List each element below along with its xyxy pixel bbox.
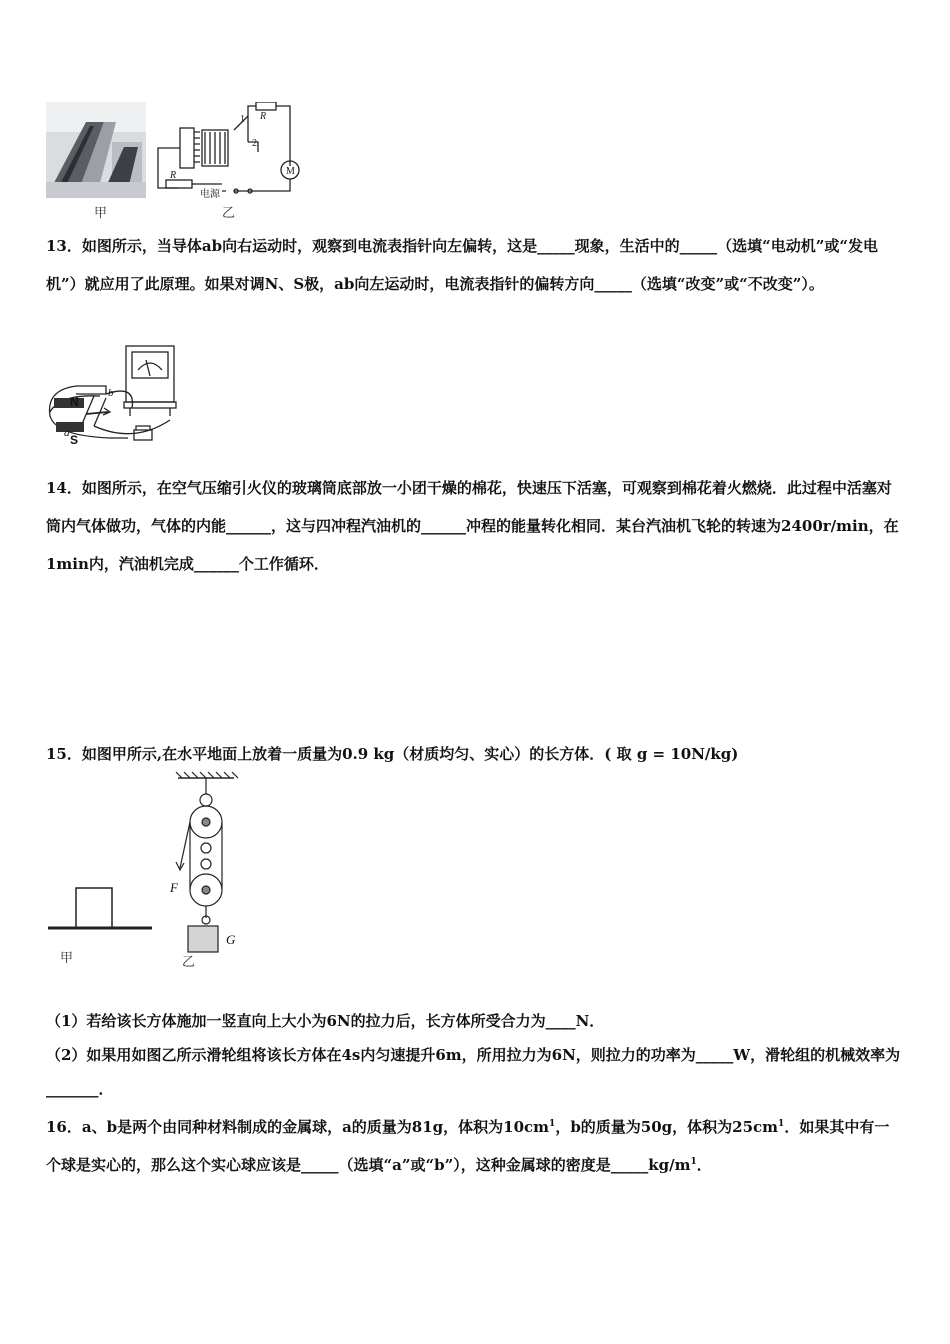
question-16-part-d: ． bbox=[696, 1156, 712, 1174]
question-16-part-c: ．如果其中有一个球是实心的，那么这个实心球应该是_____（选填“a”或“b”），这种金属球的密度是_____kg/m bbox=[46, 1118, 890, 1174]
figure-relay-circuit-label: 乙 bbox=[222, 206, 236, 221]
figure-escalator-label: 甲 bbox=[94, 206, 108, 221]
motor-label: M bbox=[286, 166, 295, 177]
question-16 bbox=[46, 1108, 904, 1184]
figure-relay-circuit bbox=[150, 102, 300, 198]
question-15: 15．如图甲所示,在水平地面上放着一质量为0.9 kg（材质均匀、实心）的长方体．( 取 g = 10N/kg) bbox=[46, 745, 739, 763]
contact-2-label: 2 bbox=[252, 138, 257, 149]
magnet-north-label: N bbox=[70, 395, 79, 409]
force-f-label: F bbox=[170, 880, 178, 895]
magnet-south-label: S bbox=[70, 433, 79, 447]
figure-escalator-photo bbox=[46, 102, 146, 198]
weight-g-label: G bbox=[226, 932, 236, 947]
question-13: 13．如图所示，当导体ab向右运动时，观察到电流表指针向左偏转，这是_____现象，生活中的_____（选填“电动机”或“发电机”）就应用了此原理。如果对调N、S极，ab向左运动时，电流表指针的偏转方向_____（选填“改变”或“不改变”）。 bbox=[46, 237, 878, 293]
unit-exponent-2: 1 bbox=[778, 1119, 785, 1129]
figure-electromagnetic-induction bbox=[46, 344, 196, 452]
figure-pulley-system bbox=[160, 772, 260, 972]
question-15-part-1: （1）若给该长方体施加一竖直向上大小为6N的拉力后，长方体所受合力为____N． bbox=[46, 1012, 605, 1030]
resistor-r1-label: R bbox=[260, 111, 267, 122]
resistor-r-label: R bbox=[170, 170, 177, 181]
conductor-b-label: b bbox=[108, 387, 114, 399]
question-15-part-2: （2）如果用如图乙所示滑轮组将该长方体在4s内匀速提升6m，所用拉力为6N，则拉力的功率为_____W，滑轮组的机械效率为_______． bbox=[46, 1046, 901, 1098]
unit-exponent-1: 1 bbox=[549, 1119, 556, 1129]
unit-exponent-3: 1 bbox=[690, 1157, 697, 1167]
question-16-part-a: 16．a、b是两个由同种材料制成的金属球，a的质量为81g，体积为10cm bbox=[46, 1118, 550, 1136]
question-14: 14．如图所示，在空气压缩引火仪的玻璃筒底部放一小团干燥的棉花，快速压下活塞，可观察到棉花着火燃烧．此过程中活塞对筒内气体做功，气体的内能______，这与四冲程汽油机的______冲程的能量转化相同．某台汽油机飞轮的转速为2400r/min，在1min内，汽油机完成______个工作循环． bbox=[46, 479, 899, 573]
figure-jia-label: 甲 bbox=[60, 951, 74, 966]
contact-1-label: 1 bbox=[240, 114, 245, 125]
power-source-label: 电源 bbox=[200, 189, 220, 198]
figure-block-on-ground bbox=[46, 880, 156, 970]
question-16-part-b: ，b的质量为50g，体积为25cm bbox=[555, 1118, 779, 1136]
figure-yi-label: 乙 bbox=[182, 955, 196, 970]
conductor-a-label: a bbox=[64, 427, 70, 439]
